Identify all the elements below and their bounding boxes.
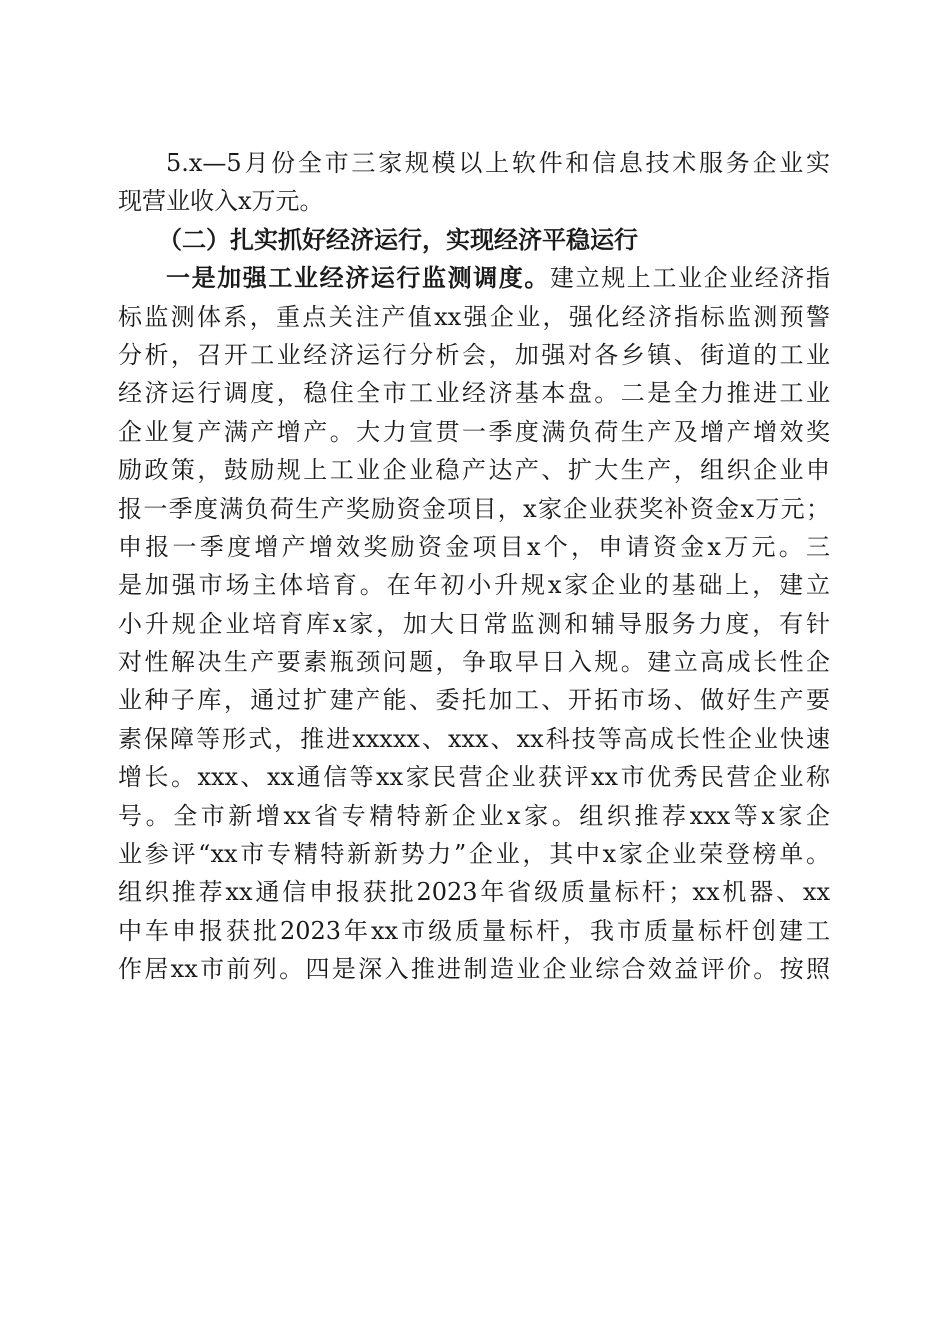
text-line: 是加强市场主体培育。在年初小升规x家企业的基础上，建立: [118, 571, 830, 600]
text-line: 中车申报获批2023年xx市级质量标杆，我市质量标杆创建工: [118, 916, 830, 945]
text-line: 5.x—5月份全市三家规模以上软件和信息技术服务企业实: [166, 149, 830, 177]
text-line: 素保障等形式，推进xxxxx、xxx、xx科技等高成长性企业快速: [118, 724, 830, 753]
document-body: [118, 144, 830, 989]
lead-phrase: 一是加强工业经济运行监测调度。: [166, 263, 550, 293]
text-line: 报一季度满负荷生产奖励资金项目，x家企业获奖补资金x万元；: [118, 494, 830, 523]
text-line: 小升规企业培育库x家，加大日常监测和辅导服务力度，有针: [118, 609, 830, 638]
text-line: 现营业收入x万元。: [118, 187, 324, 216]
text-line: 标监测体系，重点关注产值xx强企业，强化经济指标监测预警: [118, 302, 830, 331]
text-line: 号。全市新增xx省专精特新企业x家。组织推荐xxx等x家企: [118, 801, 830, 830]
text-fragment: 建立规上工业企业经济指: [550, 264, 830, 293]
text-line: 申报一季度增产增效奖励资金项目x个，申请资金x万元。三: [118, 532, 830, 561]
text-line: 增长。xxx、xx通信等xx家民营企业获评xx市优秀民营企业称: [118, 763, 830, 792]
text-line: 业种子库，通过扩建产能、委托加工、开拓市场、做好生产要: [118, 686, 830, 715]
text-line: 经济运行调度，稳住全市工业经济基本盘。二是全力推进工业: [118, 379, 830, 408]
text-line: 励政策，鼓励规上工业企业稳产达产、扩大生产，组织企业申: [118, 456, 830, 485]
paragraph-economic-operation: [118, 259, 830, 988]
paragraph-software-revenue: [118, 144, 830, 221]
text-line: 分析，召开工业经济运行分析会，加强对各乡镇、街道的工业: [118, 340, 830, 369]
text-line: 企业复产满产增产。大力宣贯一季度满负荷生产及增产增效奖: [118, 417, 830, 446]
text-line: 对性解决生产要素瓶颈问题，争取早日入规。建立高成长性企: [118, 648, 830, 677]
text-line: 业参评“xx市专精特新新势力”企业，其中x家企业荣登榜单。: [118, 840, 830, 869]
section-heading: （二）扎实抓好经济运行，实现经济平稳运行: [158, 224, 638, 254]
text-line: [118, 259, 830, 297]
text-line: 作居xx市前列。四是深入推进制造业企业综合效益评价。按照: [118, 955, 830, 984]
text-line: 组织推荐xx通信申报获批2023年省级质量标杆；xx机器、xx: [118, 878, 830, 907]
